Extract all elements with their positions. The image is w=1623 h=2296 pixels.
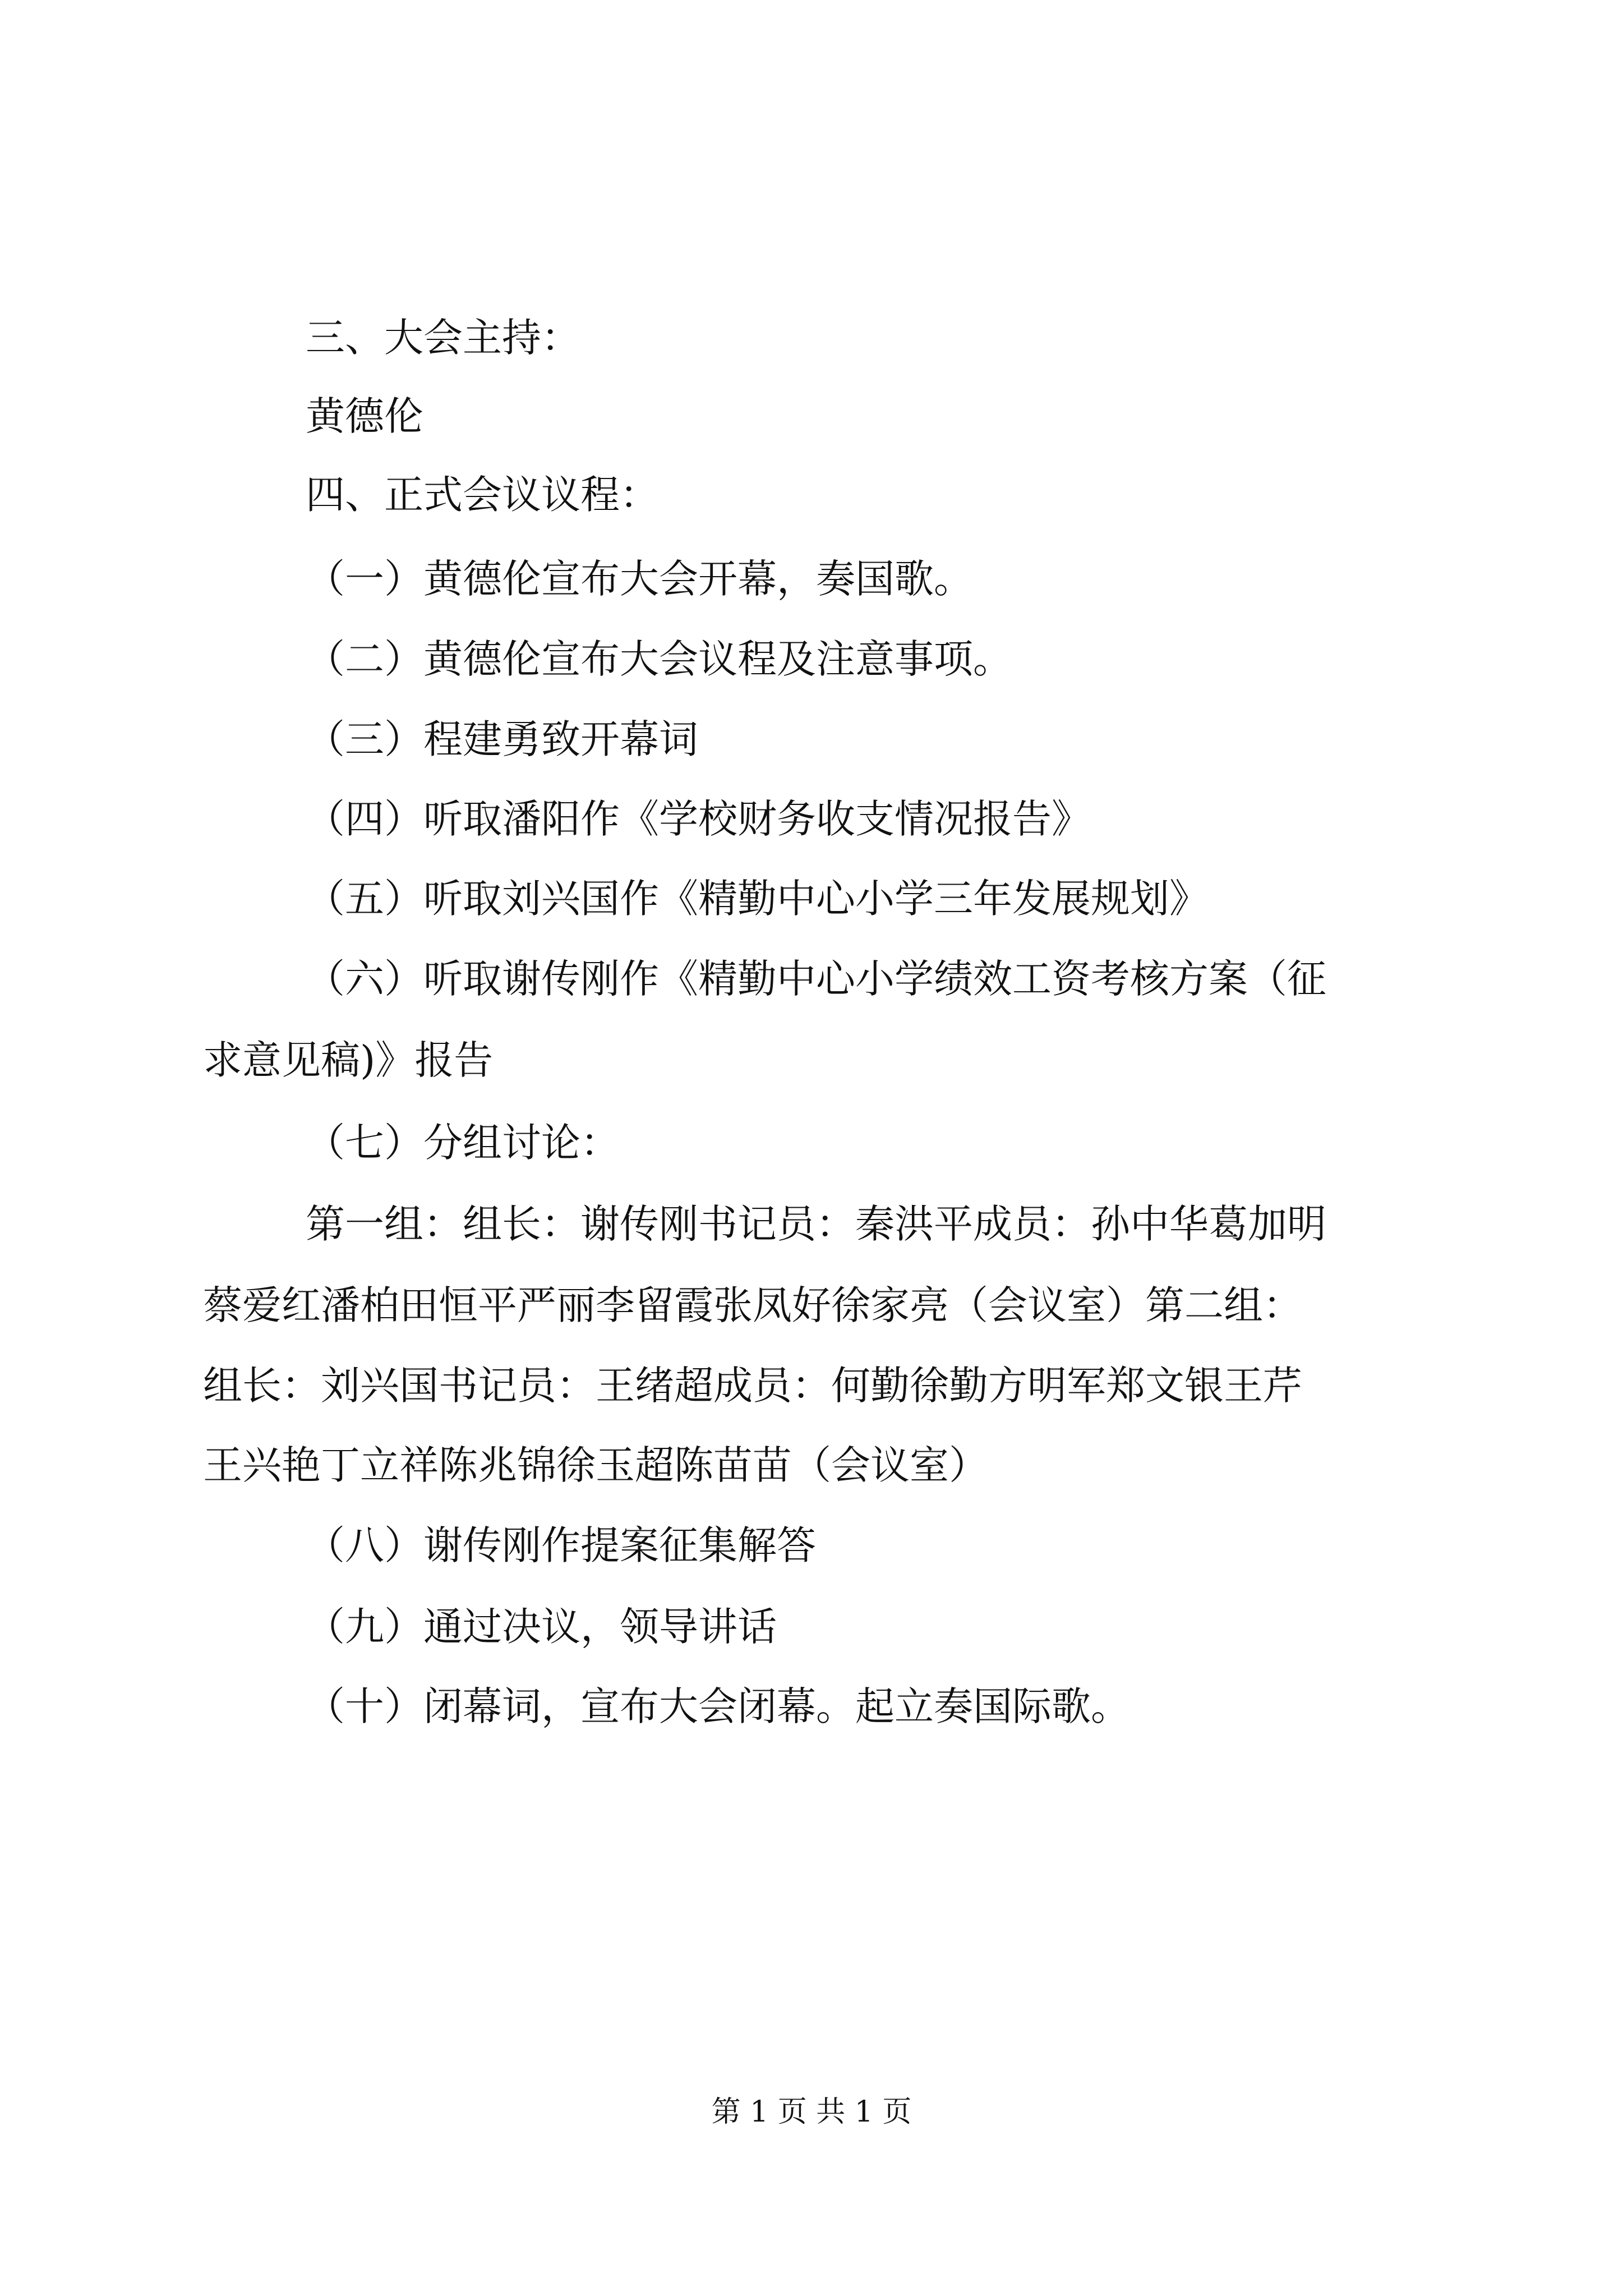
group-list-line: 组长：刘兴国书记员：王绪超成员：何勤徐勤方明军郑文银王芹 bbox=[203, 1363, 1302, 1409]
agenda-item: （二）黄德伦宣布大会议程及注意事项。 bbox=[306, 636, 1012, 682]
section-heading-host: 三、大会主持： bbox=[306, 315, 580, 361]
agenda-item: （四）听取潘阳作《学校财务收支情况报告》 bbox=[306, 796, 1091, 842]
agenda-item: （九）通过决议，领导讲话 bbox=[306, 1604, 777, 1650]
page-footer: 第 1 页 共 1 页 bbox=[711, 2095, 912, 2129]
group-list-line: 第一组：组长：谢传刚书记员：秦洪平成员：孙中华葛加明 bbox=[306, 1201, 1326, 1247]
agenda-item: （八）谢传刚作提案征集解答 bbox=[306, 1522, 816, 1568]
host-name: 黄德伦 bbox=[306, 393, 423, 439]
agenda-item: （一）黄德伦宣布大会开幕，奏国歌。 bbox=[306, 556, 973, 602]
agenda-item: （三）程建勇致开幕词 bbox=[306, 716, 698, 762]
group-list-line: 蔡爱红潘柏田恒平严丽李留霞张凤好徐家亮（会议室）第二组： bbox=[203, 1282, 1302, 1328]
agenda-item: （五）听取刘兴国作《精勤中心小学三年发展规划》 bbox=[306, 876, 1209, 922]
section-heading-agenda: 四、正式会议议程： bbox=[306, 472, 659, 518]
agenda-item: （十）闭幕词，宣布大会闭幕。起立奏国际歌。 bbox=[306, 1683, 1130, 1729]
agenda-item: （六）听取谢传刚作《精勤中心小学绩效工资考核方案（征 bbox=[306, 956, 1326, 1002]
group-list-line: 王兴艳丁立祥陈兆锦徐玉超陈苗苗（会议室） bbox=[203, 1442, 988, 1488]
agenda-item: （七）分组讨论： bbox=[306, 1120, 620, 1166]
agenda-item-continuation: 求意见稿)》报告 bbox=[203, 1037, 494, 1083]
